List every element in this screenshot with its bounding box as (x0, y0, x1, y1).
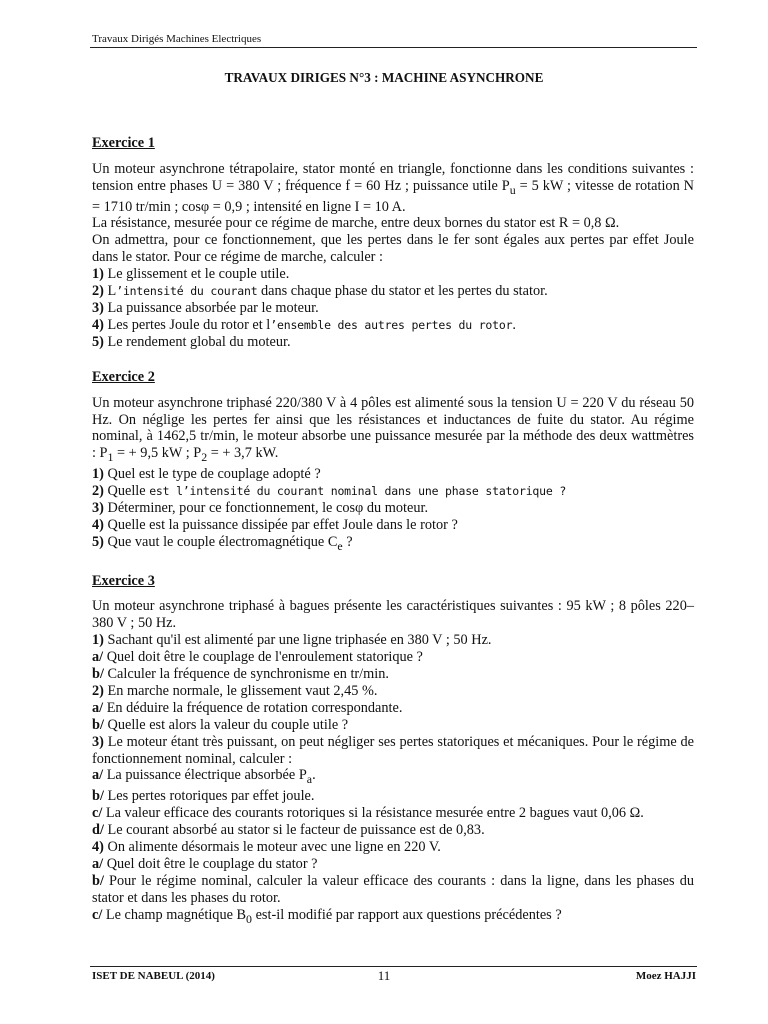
question-1 (92, 266, 694, 283)
exercise-1 (92, 135, 694, 351)
question-number: 3) (92, 300, 104, 317)
question-3a (92, 767, 694, 788)
question-text: Le moteur étant très puissant, on peut négliger ses pertes statoriques et mécaniques. Pour le régime de fonctionnement nominal, calculer : (92, 733, 694, 767)
question-number: b/ (92, 788, 104, 805)
question-1 (92, 632, 694, 649)
question-text: Les pertes rotoriques par effet joule. (103, 788, 315, 805)
question-2 (92, 683, 694, 700)
question-text: . (512, 316, 516, 333)
exercise-2-statement (92, 395, 694, 466)
question-3 (92, 734, 694, 768)
question-4b (92, 873, 694, 907)
subscript: e (337, 538, 343, 553)
question-number: b/ (92, 872, 104, 889)
header-rule (90, 47, 697, 48)
exercise-3-heading: Exercice 3 (92, 572, 155, 589)
question-1 (92, 466, 694, 483)
question-number: c/ (92, 906, 103, 923)
question-text: est-il modifié par rapport aux questions précédentes ? (252, 906, 562, 923)
question-2 (92, 483, 694, 500)
question-number: b/ (92, 666, 104, 683)
question-1a (92, 649, 694, 666)
question-text: Pour le régime nominal, calculer la valeur efficace des courants : dans la ligne, dans les phases du stator et dans les phases du rotor. (92, 872, 694, 906)
question-text: est l’intensité du courant nominal dans une phase statorique ? (149, 484, 567, 499)
question-text: L (103, 283, 117, 300)
running-header: Travaux Dirigés Machines Electriques (92, 33, 262, 45)
question-text: En marche normale, le glissement vaut 2,45 %. (103, 682, 378, 699)
question-number: 3) (92, 733, 104, 750)
question-2 (92, 283, 694, 300)
question-number: 2) (92, 283, 104, 300)
question-text: Que vaut le couple électromagnétique C (103, 533, 338, 550)
subscript: 0 (246, 911, 252, 926)
question-number: a/ (92, 767, 104, 784)
statement-text: Un moteur asynchrone tétrapolaire, stator monté en triangle, fonctionne dans les conditions suivantes : tension entre phases U = 380 V ; fréquence f = 60 Hz ; puissance utile P (92, 160, 694, 194)
question-5 (92, 334, 694, 351)
question-5 (92, 534, 694, 555)
question-number: d/ (92, 822, 104, 839)
question-number: a/ (92, 699, 104, 716)
question-text: Les pertes Joule du rotor et l (103, 316, 271, 333)
exercise-1-assumption: On admettra, pour ce fonctionnement, que les pertes dans le fer sont égales aux pertes par effet Joule dans le stator. Pour ce régime de marche, calculer : (92, 232, 694, 266)
footer-rule (90, 966, 697, 967)
question-number: a/ (92, 855, 104, 872)
question-3c (92, 805, 694, 822)
question-text: Le glissement et le couple utile. (103, 266, 290, 283)
question-number: 5) (92, 333, 104, 350)
question-text: . (312, 767, 316, 784)
subscript: a (306, 772, 313, 787)
question-text: ? (342, 533, 353, 550)
statement-text: Un moteur asynchrone triphasé 220/380 V à 4 pôles est alimenté sous la tension U = 220 V du réseau 50 Hz. On néglige les pertes fer ainsi que les résistances et inductances de fuite du stator. Au régime nominal, à 1462,5 tr/min, le moteur absorbe une puissance mesurée par la méthode des deux wattmètres : P (92, 394, 694, 462)
question-3d (92, 822, 694, 839)
question-text: Calculer la fréquence de synchronisme en tr/min. (103, 666, 389, 683)
question-3 (92, 300, 694, 317)
question-text: La valeur efficace des courants rotoriques si la résistance mesurée entre 2 bagues vaut 0,06 Ω. (102, 805, 644, 822)
question-text: ’intensité du courant (116, 284, 258, 299)
question-number: 4) (92, 316, 104, 333)
question-3b (92, 788, 694, 805)
question-text: Quelle est la puissance dissipée par effet Joule dans le rotor ? (103, 516, 458, 533)
question-4 (92, 839, 694, 856)
question-number: 2) (92, 483, 104, 500)
question-4 (92, 517, 694, 534)
question-text: Quelle (103, 483, 150, 500)
exercise-1-resistance: La résistance, mesurée pour ce régime de marche, entre deux bornes du stator est R = 0,8 Ω. (92, 215, 620, 232)
question-number: 1) (92, 632, 104, 649)
question-4c (92, 907, 694, 928)
question-text: En déduire la fréquence de rotation correspondante. (103, 699, 403, 716)
question-number: 2) (92, 682, 104, 699)
page-number: 11 (377, 968, 391, 983)
question-text: La puissance électrique absorbée P (103, 767, 307, 784)
page-title: TRAVAUX DIRIGES N°3 : MACHINE ASYNCHRONE (224, 70, 544, 85)
question-text: ’ensemble des autres pertes du rotor (270, 317, 513, 332)
exercise-3-statement: Un moteur asynchrone triphasé à bagues présente les caractéristiques suivantes : 95 kW ; 8 pôles 220–380 V ; 50 Hz. (92, 598, 694, 632)
exercise-2 (92, 369, 694, 555)
question-number: b/ (92, 716, 104, 733)
exercise-1-statement (92, 161, 694, 216)
document-body (92, 135, 694, 945)
exercise-3 (92, 573, 694, 928)
question-2a (92, 700, 694, 717)
question-text: dans chaque phase du stator et les pertes du stator. (257, 283, 548, 300)
question-number: 4) (92, 516, 104, 533)
question-number: 1) (92, 266, 104, 283)
statement-text: = + 9,5 kW ; P (113, 445, 202, 462)
question-text: Le champ magnétique B (102, 906, 247, 923)
question-number: 3) (92, 499, 104, 516)
question-text: Quelle est alors la valeur du couple utile ? (103, 716, 349, 733)
question-4a (92, 856, 694, 873)
question-text: Le rendement global du moteur. (103, 333, 291, 350)
question-text: Quel doit être le couplage du stator ? (103, 855, 318, 872)
question-text: Déterminer, pour ce fonctionnement, le cosφ du moteur. (103, 499, 429, 516)
exercise-1-heading: Exercice 1 (92, 135, 155, 151)
question-4 (92, 317, 694, 334)
footer-author: Moez HAJJI (635, 970, 696, 982)
subscript: 2 (201, 450, 208, 465)
question-3 (92, 500, 694, 517)
question-number: a/ (92, 649, 104, 666)
question-1b (92, 666, 694, 683)
question-number: 1) (92, 466, 104, 483)
question-text: Le courant absorbé au stator si le facteur de puissance est de 0,83. (103, 822, 485, 839)
question-number: c/ (92, 805, 103, 822)
question-text: La puissance absorbée par le moteur. (103, 300, 319, 317)
footer-institution: ISET DE NABEUL (2014) (92, 970, 215, 982)
question-text: Sachant qu'il est alimenté par une ligne triphasée en 380 V ; 50 Hz. (103, 632, 492, 649)
question-text: Quel est le type de couplage adopté ? (103, 466, 321, 483)
subscript: 1 (107, 450, 114, 465)
subscript: u (509, 182, 516, 197)
statement-text: = 5 kW ; vitesse de rotation N = 1710 tr/min ; cosφ = 0,9 ; intensité en ligne I = 10 A. (92, 177, 694, 215)
question-2b (92, 717, 694, 734)
exercise-2-heading: Exercice 2 (92, 368, 155, 385)
question-number: 5) (92, 533, 104, 550)
statement-text: = + 3,7 kW. (207, 445, 279, 462)
question-text: On alimente désormais le moteur avec une ligne en 220 V. (103, 838, 441, 855)
question-number: 4) (92, 838, 104, 855)
question-text: Quel doit être le couplage de l'enroulement statorique ? (103, 649, 423, 666)
